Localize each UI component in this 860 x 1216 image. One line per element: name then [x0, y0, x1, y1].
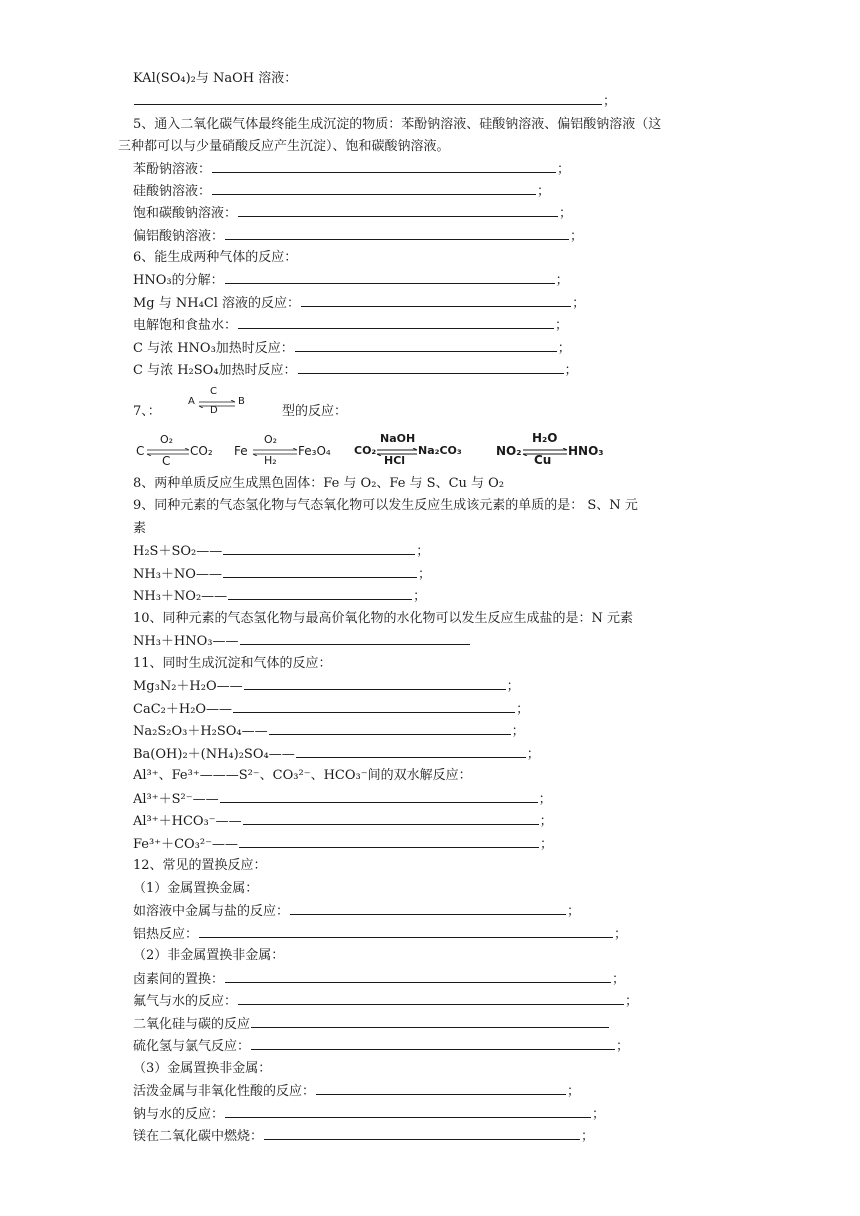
kal-naoh-label: KAl(SO₄)₂与 NaOH 溶液：: [133, 71, 298, 86]
scheme-d: D: [210, 405, 218, 416]
nh3-no-row[interactable]: [133, 565, 431, 584]
halogen-label: 卤素间的置换：: [133, 972, 225, 987]
double-arrow-icon: [376, 448, 418, 456]
kal-naoh-answer-line[interactable]: [133, 92, 616, 111]
double-hydrolysis-heading: Al³⁺、Fe³⁺———S²⁻、CO₃²⁻、HCO₃⁻间的双水解反应：: [133, 768, 472, 783]
double-arrow-icon: [197, 400, 237, 408]
fe-co3-label: Fe³⁺＋CO₃²⁻——: [133, 837, 238, 852]
scheme-c: C: [210, 386, 217, 397]
scheme-b: B: [238, 396, 245, 407]
phenolate-label: 苯酚钠溶液：: [133, 162, 212, 177]
al-hco3-row[interactable]: [133, 812, 553, 831]
reagent-top: O₂: [264, 433, 278, 446]
end-mark: ；: [417, 567, 431, 582]
hno3-label: HNO₃的分解：: [133, 273, 224, 288]
abcd-scheme: [186, 388, 250, 418]
metal-nonmetal-heading: （3）金属置换非金属：: [133, 1061, 272, 1076]
end-mark: ；: [625, 994, 639, 1009]
end-mark: ；: [616, 1039, 630, 1054]
fluorine-water-row[interactable]: [133, 992, 638, 1011]
hno3-row[interactable]: [133, 271, 569, 290]
c-hno3-label: C 与浓 HNO₃加热时反应：: [133, 341, 294, 356]
end-mark: ；: [570, 229, 584, 244]
end-mark: ；: [614, 927, 628, 942]
end-mark: ；: [564, 363, 578, 378]
reagent-top: O₂: [160, 433, 174, 446]
end-mark: ；: [539, 837, 553, 852]
reactant-left: Fe: [234, 444, 248, 458]
aluminate-label: 偏铝酸钠溶液：: [133, 229, 225, 244]
reaction-c-co2: [136, 434, 226, 468]
reaction-no2-hno3: [496, 432, 606, 468]
end-mark: ；: [539, 814, 553, 829]
end-mark: ；: [559, 206, 573, 221]
sio2-c-row[interactable]: [133, 1015, 610, 1034]
end-mark: ；: [603, 94, 617, 109]
reactant-left: CO₂: [354, 444, 377, 457]
q12-heading: 12、常见的置换反应：: [133, 858, 267, 873]
reactant-right: CO₂: [190, 444, 213, 458]
thermite-label: 铝热反应：: [133, 927, 199, 942]
fe-co3-row[interactable]: [133, 835, 553, 854]
end-mark: ；: [555, 273, 569, 288]
q9-heading-cont: 素: [133, 521, 147, 536]
reactant-right: Fe₃O₄: [298, 444, 331, 458]
active-metal-acid-label: 活泼金属与非氧化性酸的反应：: [133, 1084, 316, 1099]
nh3-hno3-row[interactable]: [133, 632, 471, 651]
end-mark: ；: [516, 702, 530, 717]
c-hno3-row[interactable]: [133, 339, 571, 358]
q9-heading: 9、同种元素的气态氢化物与气态氧化物可以发生反应生成该元素的单质的是： S、N 元: [133, 498, 638, 513]
reagent-bottom: C: [162, 454, 171, 468]
nh3-no2-label: NH₃＋NO₂——: [133, 589, 228, 604]
q6-heading: 6、能生成两种气体的反应：: [133, 250, 298, 265]
reaction-co2-na2co3: [354, 432, 466, 468]
c-h2so4-row[interactable]: [133, 361, 578, 380]
end-mark: ；: [592, 1107, 606, 1122]
cac2-row[interactable]: [133, 700, 529, 719]
al-s-label: Al³⁺＋S²⁻——: [133, 792, 219, 807]
sodium-water-label: 钠与水的反应：: [133, 1107, 225, 1122]
q11-heading: 11、同时生成沉淀和气体的反应：: [133, 656, 332, 671]
end-mark: ；: [581, 1129, 595, 1144]
end-mark: ；: [506, 679, 520, 694]
q10-heading: 10、同种元素的气态氢化物与最高价氧化物的水化物可以发生反应生成盐的是：N 元素: [133, 611, 634, 626]
metal-metal-heading: （1）金属置换金属：: [133, 881, 259, 896]
h2s-cl2-row[interactable]: [133, 1037, 629, 1056]
al-hco3-label: Al³⁺＋HCO₃⁻——: [133, 814, 242, 829]
reactant-left: NO₂: [496, 444, 522, 458]
q7-type-label: 型的反应：: [282, 404, 348, 419]
end-mark: ；: [557, 341, 571, 356]
mg3n2-row[interactable]: [133, 677, 520, 696]
reactant-right: Na₂CO₃: [418, 444, 462, 457]
double-arrow-icon: [146, 448, 190, 456]
reagent-top: H₂O: [532, 431, 558, 445]
h2s-so2-row[interactable]: [133, 542, 429, 561]
brine-label: 电解饱和食盐水：: [133, 318, 238, 333]
silicate-label: 硅酸钠溶液：: [133, 184, 212, 199]
nh3-no2-row[interactable]: [133, 587, 426, 606]
end-mark: ；: [567, 904, 581, 919]
sodium-water-row[interactable]: [133, 1105, 605, 1124]
na2s2o3-row[interactable]: [133, 722, 525, 741]
mg-co2-label: 镁在二氧化碳中燃烧：: [133, 1129, 264, 1144]
thermite-row[interactable]: [133, 925, 627, 944]
reagent-top: NaOH: [380, 432, 416, 445]
baoh2-label: Ba(OH)₂＋(NH₄)₂SO₄——: [133, 747, 295, 762]
nh3-no-label: NH₃＋NO——: [133, 567, 222, 582]
metal-salt-row[interactable]: [133, 902, 580, 921]
q7-label: 7、：: [133, 404, 161, 419]
end-mark: ；: [413, 589, 427, 604]
baoh2-row[interactable]: [133, 745, 540, 764]
sio2-c-label: 二氧化硅与碳的反应: [133, 1017, 251, 1032]
end-mark: ；: [526, 747, 540, 762]
reactant-right: HNO₃: [568, 444, 604, 458]
na2s2o3-label: Na₂S₂O₃＋H₂SO₄——: [133, 724, 268, 739]
double-arrow-icon: [252, 448, 298, 456]
mg3n2-label: Mg₃N₂＋H₂O——: [133, 679, 243, 694]
reagent-bottom: HCl: [384, 454, 406, 467]
q5-heading: 5、通入二氧化碳气体最终能生成沉淀的物质：苯酚钠溶液、硅酸钠溶液、偏铝酸钠溶液（这: [133, 117, 662, 132]
end-mark: ；: [612, 972, 626, 987]
h2s-cl2-label: 硫化氢与氯气反应：: [133, 1039, 251, 1054]
end-mark: ；: [538, 792, 552, 807]
phenolate-row[interactable]: [133, 160, 570, 179]
carbonate-row[interactable]: [133, 204, 572, 223]
end-mark: ；: [557, 162, 571, 177]
nonmetal-nonmetal-heading: （2）非金属置换非金属：: [133, 948, 285, 963]
reactant-left: C: [136, 444, 145, 458]
end-mark: ；: [511, 724, 525, 739]
reaction-fe-fe3o4: [234, 434, 344, 468]
brine-row[interactable]: [133, 316, 568, 335]
end-mark: ；: [537, 184, 551, 199]
carbonate-label: 饱和碳酸钠溶液：: [133, 206, 238, 221]
end-mark: ；: [416, 544, 430, 559]
halogen-row[interactable]: [133, 970, 625, 989]
scheme-a: A: [188, 396, 195, 407]
metal-salt-label: 如溶液中金属与盐的反应：: [133, 904, 290, 919]
mg-co2-row[interactable]: [133, 1127, 594, 1146]
end-mark: ；: [567, 1084, 581, 1099]
mg-nh4cl-row[interactable]: [133, 294, 585, 313]
active-metal-acid-row[interactable]: [133, 1082, 580, 1101]
fluorine-water-label: 氟气与水的反应：: [133, 994, 238, 1009]
aluminate-row[interactable]: [133, 227, 583, 246]
silicate-row[interactable]: [133, 182, 550, 201]
double-arrow-icon: [522, 448, 568, 456]
c-h2so4-label: C 与浓 H₂SO₄加热时反应：: [133, 363, 297, 378]
end-mark: ；: [572, 296, 586, 311]
cac2-label: CaC₂＋H₂O——: [133, 702, 233, 717]
mg-nh4cl-label: Mg 与 NH₄Cl 溶液的反应：: [133, 296, 301, 311]
nh3-hno3-label: NH₃＋HNO₃——: [133, 634, 239, 649]
h2s-so2-label: H₂S＋SO₂——: [133, 544, 223, 559]
al-s-row[interactable]: [133, 790, 552, 809]
reagent-bottom: Cu: [534, 453, 552, 467]
q8-line: 8、两种单质反应生成黑色固体：Fe 与 O₂、Fe 与 S、Cu 与 O₂: [133, 476, 505, 491]
q5-heading-cont: 三种都可以与少量硝酸反应产生沉淀）、饱和碳酸钠溶液。: [118, 139, 450, 154]
reagent-bottom: H₂: [264, 454, 277, 467]
end-mark: ；: [555, 318, 569, 333]
